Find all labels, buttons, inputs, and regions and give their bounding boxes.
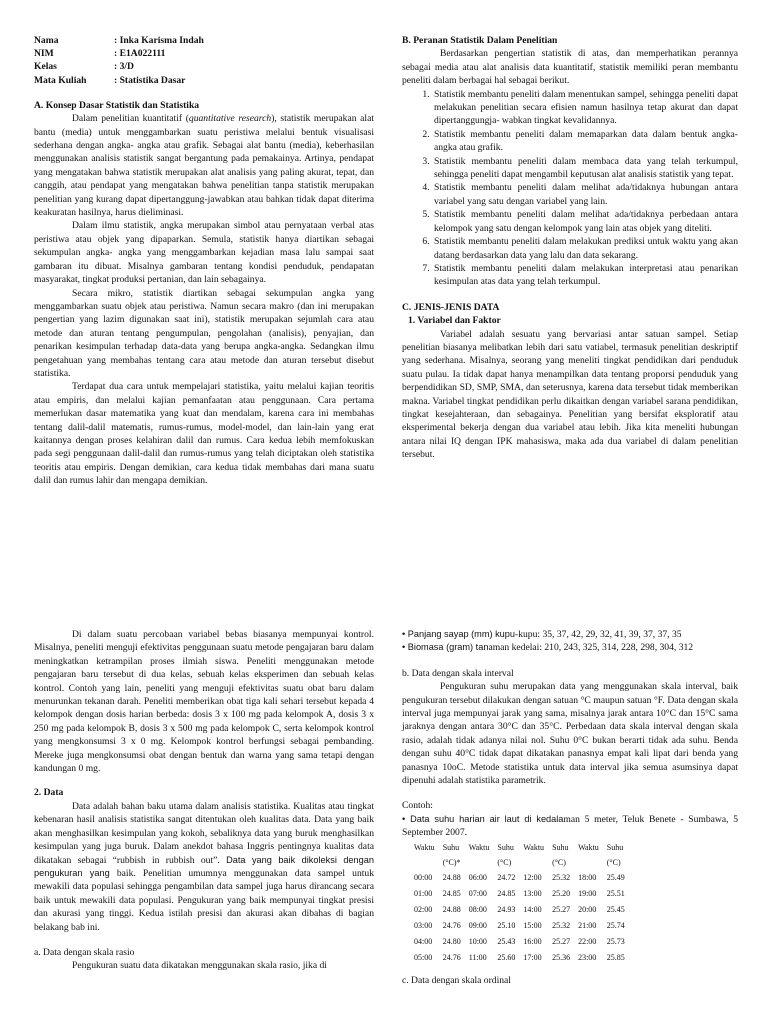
student-info-key: Nama [34, 35, 59, 46]
table-cell: Suhu [606, 842, 624, 852]
table-cell: 25.43 [497, 936, 516, 946]
table-cell: Waktu [523, 842, 545, 852]
table-cell: 03:00 [414, 920, 433, 930]
table-cell: 17:00 [523, 952, 542, 962]
table-cell [410, 856, 439, 870]
section-c-paragraph: Variabel adalah sesuatu yang bervariasi antar satuan sampel. Setiap penelitian biasanya melibatkan lebih dari satu vatiabel, termasuk penelitian deskriptif yang sederhana. Misalnya, seorang yang meneliti tingkat pendidikan dari penduduk suatu pulau. Ia tidak dapat hanya menampilkan data tentang proporsi penduduk yang berpendidikan SD, SMP, SMA, dan seterusnya, karena data tersebut tidak memberikan makna. Variabel tingkat pendidikan perlu dikaitkan dengan variabel sarana pendidikan, tingkat kesejahteraan, dan sebagainya. Penelitian yang bersifat eksploratif atau eksperimental bekerja dengan dua variabel atau lebih. Jika kita meneliti hubungan antara nilai IQ dengan IPK mahasiswa, maka ada dua variabel di dalam penelitian tersebut. [402, 328, 738, 461]
table-cell: Suhu [497, 842, 514, 852]
student-info-row [34, 34, 204, 47]
table-cell: 00:00 [414, 872, 433, 882]
ratio-scale-title: a. Data dengan skala rasio [34, 946, 135, 958]
table-cell: 21:00 [578, 920, 597, 930]
table-cell: 24.85 [442, 888, 461, 898]
section-a-paragraph-4: Terdapat dua cara untuk mempelajari statistika, yaitu melalui kajian teoritis atau empiris, dan melalui kajian pemanfaatan atau penggunaan. Cara pertama memerlukan dasar matematika yang kuat dan mendalam, karena cara ini membahas tentang dalil-dalil matematis, rumus-rumus, model-model, dan lain-lain yang erat kaitannya dengan proses kelahiran dalil dan rumus. Cara kedua lebih memfokuskan pada segi penggunaan dalil-dalil dan rumus-rumus yang telah diciptakan oleh statistika teoritis atau empiris. Dengan demikian, cara kedua tidak membahas dari mana suatu dalil dan rumus lahir dan mengapa demikian. [34, 381, 374, 487]
table-cell: 07:00 [468, 888, 487, 898]
interval-scale-paragraph: Pengukuran suhu merupakan data yang menggunakan skala interval, baik pengukuran tersebut dilakukan dengan satuan °C maupun satuan °F. Data dengan skala interval juga mempunyai jarak yang sama, misalnya jarak antara 10°C dan 15°C sama jaraknya dengan antara 30°C dan 35°C. Perbedaan data skala interval dengan skala rasio, adalah tidak adanya nilai nol. Suhu 0°C bukan berarti tidak ada suhu. Benda dengan suhu 40°C tidak dapat dikatakan panasnya empat kali lipat dari benda yang panasnya 10oC. Metode statistika untuk data interval jika semua asumsinya dapat dipenuhi adalah statistika parametrik. [402, 681, 738, 787]
table-cell: 14:00 [523, 904, 542, 914]
section-b-list-item: 4. Statistik membantu peneliti dalam melihat ada/tidaknya hubungan antara variabel yang satu dengan variabel yang lain. [432, 181, 738, 208]
table-cell: 25.27 [552, 936, 571, 946]
table-cell: 19:00 [578, 888, 597, 898]
table-cell: 16:00 [523, 936, 542, 946]
student-info-key: NIM [34, 48, 54, 60]
left-column-top [34, 34, 374, 488]
section-b-list-item: 5. Statistik membantu peneliti dalam melihat ada/tidaknya perbedaan antara kelompok yang satu dengan kelompok yang lain atas objek yang diteliti. [432, 208, 738, 235]
table-cell: 25.27 [552, 904, 571, 914]
table-cell: 24.76 [442, 920, 461, 930]
table-cell: Suhu [442, 842, 460, 852]
table-cell: 25.49 [606, 872, 625, 882]
section-b-list-item: 7. Statistik membantu peneliti dalam melakukan interpretasi atau penarikan kesimpulan atas data yang telah terkumpul. [432, 262, 738, 289]
student-info-row [34, 74, 204, 87]
section-c-subtitle: 1. Variabel dan Faktor [408, 315, 501, 327]
table-cell: 25.74 [606, 920, 625, 930]
section-b-intro: Berdasarkan pengertian statistik di atas, dan memperhatikan perannya sebagai media atau alat analisis data kuantitatif, statistik memiliki peran membantu peneliti dalam berbagai hal sebagai berikut. [402, 48, 738, 87]
table-cell: 25.32 [552, 872, 571, 882]
student-info-value: : E1A022111 [114, 48, 166, 60]
table-cell: 25.85 [606, 952, 625, 962]
section-a-title: A. Konsep Dasar Statistik dan Statistika [34, 99, 200, 111]
table-cell: 25.73 [606, 936, 625, 946]
table-row [410, 856, 629, 870]
table-cell: 25.51 [606, 888, 625, 898]
table-cell: 24.85 [497, 888, 516, 898]
table-cell [519, 856, 548, 870]
table-cell [465, 856, 494, 870]
section-c-title: C. JENIS-JENIS DATA [402, 301, 500, 313]
student-info-key: Mata Kuliah [34, 74, 87, 86]
control-paragraph: Di dalam suatu percobaan variabel bebas biasanya mempunyai kontrol. Misalnya, peneliti menguji efektivitas penggunaan suatu metode pengajaran baru dalam meningkatkan ketrampilan proses ilmiah siswa. Peneliti menggunakan metode pengajaran baru tersebut di dua kelas, sebuah kelas eksperimen dan sebuah kelas kontrol. Contoh yang lain, peneliti yang menguji efektivitas suatu obat baru dalam menurunkan tekanan darah. Peneliti memberikan obat tiga kali sehari tersebut kepada 4 kelompok dengan dosis harian berbeda: dosis 3 x 100 mg pada kelompok A, dosis 3 x 250 mg pada kelompok B, dosis 3 x 500 mg pada kelompok C, serta kelompok kontrol yang mengkonsumsi 3 x 0 mg. Kelompok kontrol berfungsi sebagai pembanding. Mereke juga mengkonsumsi obat dengan bentuk dan warna yang sama tetapi dengan kandungan 0 mg. [34, 629, 374, 775]
student-info-value: : 3/D [114, 61, 134, 73]
table-row [410, 840, 629, 856]
student-info [34, 34, 204, 87]
left-column-bottom [34, 628, 374, 973]
table-cell: 04:00 [414, 936, 433, 946]
student-info-value: : Statistika Dasar [114, 74, 186, 86]
biomass-bullet: • Biomasa (gram) tanaman kedelai: 210, 243, 325, 314, 228, 298, 304, 312 [402, 642, 694, 654]
section-b-list-item: 6. Statistik membantu peneliti dalam melakukan prediksi untuk waktu yang akan datang berdasarkan data yang lalu dan data sekarang. [432, 235, 738, 262]
table-cell: 25.36 [552, 952, 571, 962]
table-cell: 24.88 [442, 872, 461, 882]
temperature-example: • Data suhu harian air laut di kedalaman 5 meter, Teluk Benete - Sumbawa, 5 September 2007. [402, 813, 738, 839]
section-b-list-item: 2. Statistik membantu peneliti dalam memaparkan data dalam bentuk angka-angka atau grafik. [432, 128, 738, 155]
table-cell: 25.45 [606, 904, 625, 914]
table-cell: 11:00 [468, 952, 487, 962]
table-cell: 24.80 [442, 936, 461, 946]
section-b-title: B. Peranan Statistik Dalam Penelitian [402, 35, 558, 46]
table-cell: 06:00 [468, 872, 487, 882]
section-a-paragraph-2: Dalam ilmu statistik, angka merupakan simbol atau pernyataan verbal atas peristiwa atau objek yang dipaparkan. Semula, statistik hanya diartikan sebagai sekumpulan angka- angka yang menggambarkan kejadian masa lalu sampai saat gambaran itu dibuat. Misalnya gambaran tentang kondisi penduduk, pendapatan masyarakat, tingkat produksi pertanian, dan lain sebagainya. [34, 220, 374, 286]
table-cell: 01:00 [414, 888, 433, 898]
table-cell: (°C) [606, 857, 621, 867]
table-row [410, 902, 629, 918]
table-cell: 09:00 [468, 920, 487, 930]
right-column-top [402, 34, 738, 462]
section-b-list [402, 88, 738, 289]
table-cell: 02:00 [414, 904, 433, 914]
table-cell [574, 856, 603, 870]
section-b-list-item: 3. Statistik membantu peneliti dalam membaca data yang telah terkumpul, sehingga peneliti dapat mengambil keputusan alat analisis statistik yang tepat. [432, 155, 738, 182]
table-cell: 24.76 [442, 952, 461, 962]
table-cell: 25.10 [497, 920, 516, 930]
student-info-row [34, 47, 204, 60]
section-b-list-item: 1. Statistik membantu peneliti dalam menentukan sampel, sehingga peneliti dapat melakukan penelitian secara efisien namun hasilnya tetap akurat dan dapat dipertanggungja- wabkan tingkat kevalidannya. [432, 88, 738, 128]
table-cell: Waktu [578, 842, 599, 852]
table-cell: Waktu [414, 842, 435, 852]
table-row [410, 918, 629, 934]
table-cell: 08:00 [468, 904, 487, 914]
table-cell: 12:00 [523, 872, 542, 882]
table-cell: 25.32 [552, 920, 571, 930]
ratio-scale-paragraph: Pengukuran suatu data dikatakan menggunakan skala rasio, jika di [72, 960, 327, 972]
right-column-bottom [402, 628, 738, 987]
table-cell: 24.72 [497, 872, 516, 882]
table-row [410, 870, 629, 886]
table-cell: 24.93 [497, 904, 516, 914]
data-paragraph: Data adalah bahan baku utama dalam analisis statistika. Kualitas atau tingkat kebenaran hasil analisis statistika sangat ditentukan oleh kualitas data. Data yang baik akan menghasilkan kesimpulan yang kokoh, sebaliknya data yang buruk menghasilkan kesimpulan yang juga buruk. Dalam anekdot bahasa Inggris pentingnya kualitas data dikatakan sebagai “rubbish in rubbish out”. Data yang baik dikoleksi dengan pengukuran yang baik. Penelitian umumnya menggunakan data sampel untuk mewakili data populasi sehingga pengambilan data sampel juga harus dirancang secara baik untuk mewakili data populasi. Pengukuran yang baik mempunyai tingkat presisi dan akurasi yang tinggi. Kedua istilah presisi dan akurasi akan dibahas di bagian belakang bab ini. [34, 800, 375, 933]
student-info-key: Kelas [34, 61, 57, 73]
section-a-paragraph-1: Dalam penelitian kuantitatif (quantitative research), statistik merupakan alat bantu (media) untuk menggambarkan suatu peristiwa melalui bentuk visualisasi sederhana dengan angka- angka atau grafik. Sebagai alat bantu (media), keberhasilan menggunakan analisis statistik sangat bergantung pada pemakainya. Artinya, pendapat yang mengatakan bahwa statistik merupakan alat analisis yang paling akurat, tepat, dan canggih, atau pendapat yang mengatakan bahwa penelitian tanpa statistik merupakan penelitian yang kurang dapat dipertanggung-jawabkan atau bahkan tidak dapat diterima keakuratan hasilnya, harus dieliminasi. [34, 113, 374, 219]
table-cell: 25.60 [497, 952, 516, 962]
table-cell: 05:00 [414, 952, 433, 962]
wing-length-bullet: • Panjang sayap (mm) kupu-kupu: 35, 37, 42, 29, 32, 41, 39, 37, 37, 35 [402, 629, 682, 640]
table-cell: Suhu [552, 842, 569, 852]
table-cell: 20:00 [578, 904, 597, 914]
interval-scale-title: b. Data dengan skala interval [402, 667, 514, 679]
table-cell: (°C)* [442, 857, 461, 867]
table-cell: 25.20 [552, 888, 571, 898]
student-info-row [34, 60, 204, 73]
ordinal-scale-title: c. Data dengan skala ordinal [402, 974, 511, 986]
table-row [410, 886, 629, 902]
table-cell: 23:00 [578, 952, 597, 962]
table-cell: (°C) [497, 857, 512, 867]
table-cell: (°C) [552, 857, 566, 867]
section-a-paragraph-3: Secara mikro, statistik diartikan sebagai sekumpulan angka yang menggambarkan suatu objek atau peristiwa. Namun secara makro (dan ini merupakan pengertian yang lazim digunakan saat ini), statistik merupakan sejumlah cara atau metode dan aturan tentang pengumpulan, pengolahan (analisis), penyajian, dan penarikan kesimpulan terhadap data-data yang berupa angka-angka. Sedangkan ilmu pengetahuan yang membahas tentang cara atau metode dan aturan tersebut disebut statistika. [34, 287, 374, 379]
table-cell: 24.88 [442, 904, 461, 914]
student-info-value: : Inka Karisma Indah [114, 35, 204, 46]
example-label: Contoh: [402, 800, 433, 812]
data-title: 2. Data [34, 787, 64, 799]
table-cell: 22:00 [578, 936, 597, 946]
table-row [410, 950, 629, 966]
table-row [410, 934, 629, 950]
table-cell: Waktu [468, 842, 490, 852]
table-cell: 10:00 [468, 936, 487, 946]
table-cell: 15:00 [523, 920, 542, 930]
table-cell: 13:00 [523, 888, 542, 898]
table-cell: 18:00 [578, 872, 597, 882]
temperature-table [410, 840, 629, 966]
